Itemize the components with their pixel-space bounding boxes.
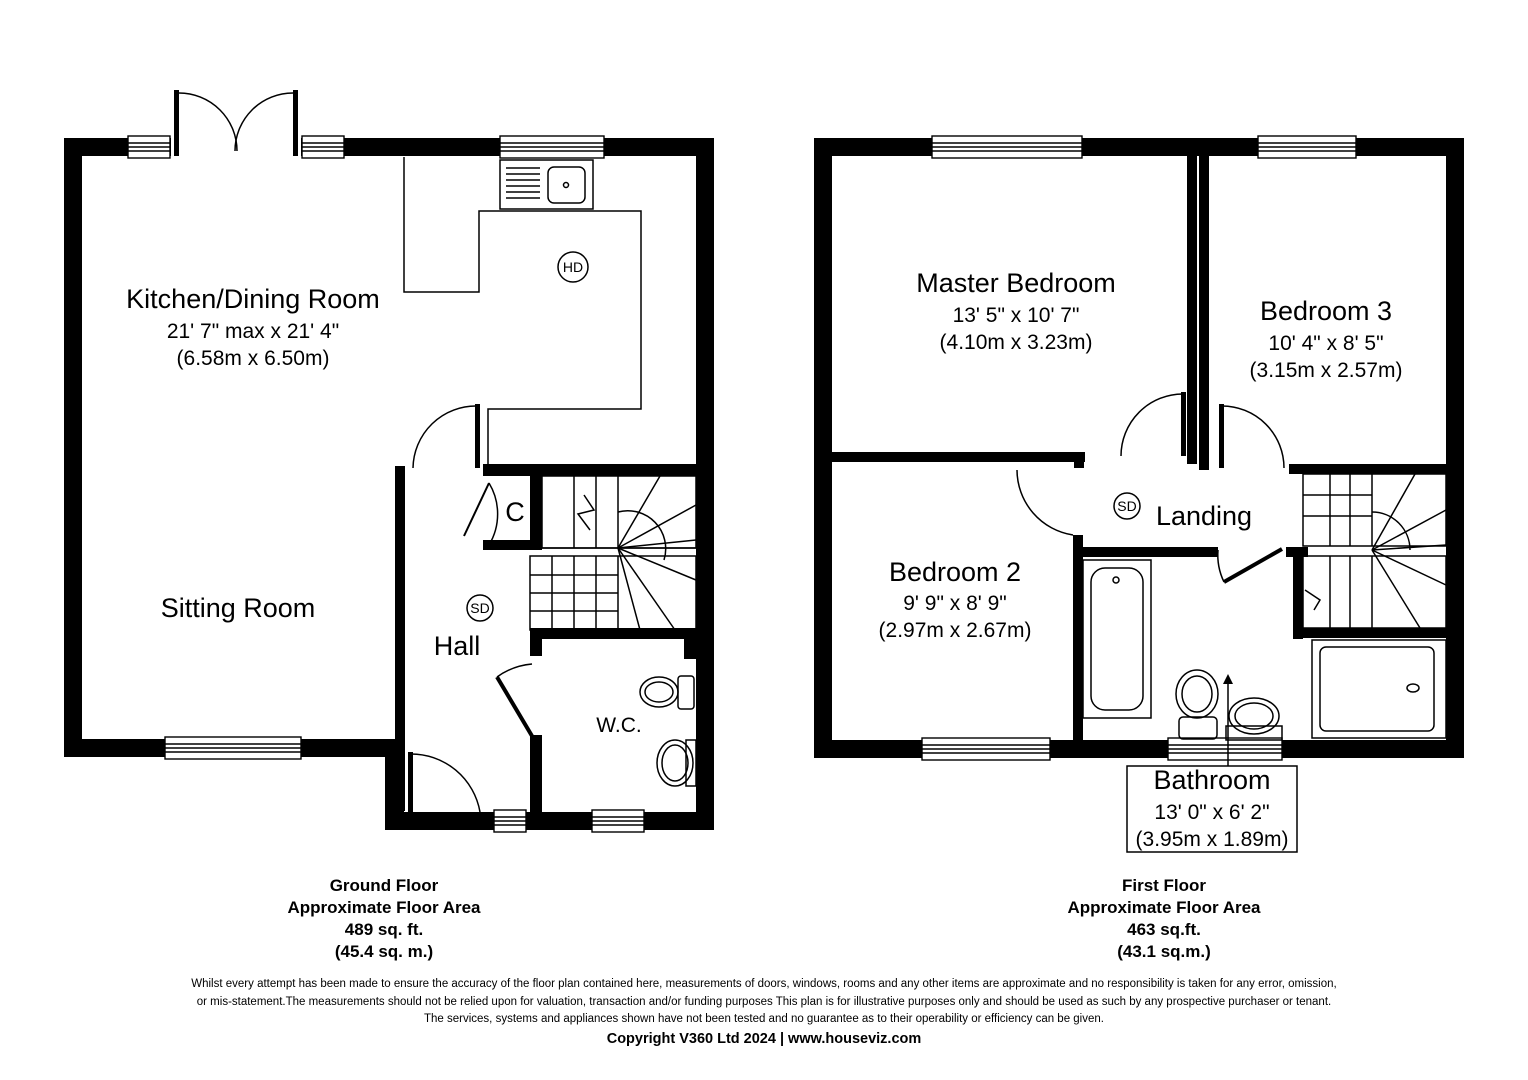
kitchen-dim-metric: (6.58m x 6.50m) xyxy=(176,347,330,370)
bedroom2-door xyxy=(1017,470,1073,535)
heater-label: HD xyxy=(562,259,584,275)
bathroom-name: Bathroom xyxy=(1153,765,1271,795)
sitting-room-name: Sitting Room xyxy=(160,593,316,623)
bedroom2-dim-metric: (2.97m x 2.67m) xyxy=(878,619,1032,642)
toilet-icon xyxy=(1176,670,1218,739)
master-bedroom-dim-metric: (4.10m x 3.23m) xyxy=(939,331,1093,354)
wc-name: W.C. xyxy=(596,714,642,737)
smoke-detector-icon xyxy=(1114,493,1140,519)
first-floor-plan xyxy=(814,136,1464,852)
window xyxy=(302,136,344,158)
smoke-detector-label: SD xyxy=(1117,498,1137,514)
window xyxy=(128,136,170,158)
first-floor-windows xyxy=(922,136,1356,760)
bathroom-dim-metric: (3.95m x 1.89m) xyxy=(1135,828,1289,851)
disclaimer-line-3: The services, systems and appliances shown have not been tested and no guarantee as to their operability or efficiency can be given. xyxy=(424,1013,1104,1025)
front-door xyxy=(408,752,480,812)
ground-floor-area-metric: (45.4 sq. m.) xyxy=(334,942,434,961)
master-bedroom-name: Master Bedroom xyxy=(916,268,1116,298)
wc-door xyxy=(497,664,532,736)
basin-icon xyxy=(657,740,696,786)
ground-floor-title: Ground Floor xyxy=(329,876,439,895)
bedroom3-door xyxy=(1219,404,1284,468)
first-floor-area-metric: (43.1 sq.m.) xyxy=(1117,942,1211,961)
toilet-icon xyxy=(640,676,694,709)
first-floor-subtitle: Approximate Floor Area xyxy=(1067,898,1261,917)
bedroom2-dim-imperial: 9' 9" x 8' 9" xyxy=(903,592,1007,615)
bedroom3-name: Bedroom 3 xyxy=(1259,296,1393,326)
disclaimer-line-1: Whilst every attempt has been made to ensure the accuracy of the floor plan contained here, measurements of doors, windows, rooms and any other items are approximate and no responsibility is taken for any error, omission, xyxy=(191,978,1337,990)
heater-icon xyxy=(558,252,588,282)
first-floor-caption xyxy=(964,875,1364,963)
bedroom2-name: Bedroom 2 xyxy=(888,557,1022,587)
bedroom3-dim-metric: (3.15m x 2.57m) xyxy=(1249,359,1403,382)
window xyxy=(165,737,301,759)
first-floor-title: First Floor xyxy=(1121,876,1207,895)
master-bedroom-door xyxy=(1121,392,1186,456)
disclaimer xyxy=(0,976,1528,1049)
disclaimer-line-2: or mis-statement.The measurements should not be relied upon for valuation, transaction and/or funding purposes This plan is for illustrative purposes only and should be used as such by any prospective purchaser or tenant. xyxy=(196,995,1332,1008)
hall-door-swing xyxy=(413,404,480,468)
shower-tray-icon xyxy=(1312,640,1446,738)
bedroom3-dim-imperial: 10' 4" x 8' 5" xyxy=(1268,332,1384,355)
first-floor-walls xyxy=(814,138,1464,758)
first-floor-area-imperial: 463 sq.ft. xyxy=(1127,920,1201,939)
ground-floor-area-imperial: 489 sq. ft. xyxy=(344,920,424,939)
master-bedroom-dim-imperial: 13' 5" x 10' 7" xyxy=(952,304,1080,327)
ground-floor-windows xyxy=(128,136,644,832)
window xyxy=(500,136,604,158)
copyright-notice: Copyright V360 Ltd 2024 | www.houseviz.com xyxy=(606,1030,922,1047)
bathroom-dim-imperial: 13' 0" x 6' 2" xyxy=(1154,801,1270,824)
first-floor-stairs xyxy=(1303,474,1446,628)
kitchen-worktop xyxy=(404,157,641,466)
window xyxy=(922,738,1050,760)
french-doors xyxy=(171,90,301,157)
ground-floor-plan xyxy=(64,90,714,832)
kitchen-dim-imperial: 21' 7" max x 21' 4" xyxy=(166,320,340,343)
smoke-detector-icon xyxy=(467,595,493,621)
ground-floor-subtitle: Approximate Floor Area xyxy=(287,898,481,917)
sink-icon xyxy=(500,160,593,209)
cupboard-door xyxy=(464,483,498,545)
window xyxy=(592,810,644,832)
kitchen-name: Kitchen/Dining Room xyxy=(126,284,380,314)
window xyxy=(1168,738,1282,760)
bathroom-door xyxy=(1218,549,1282,582)
ground-floor-stairs xyxy=(530,476,696,630)
ground-floor-caption xyxy=(184,875,584,963)
cupboard-name: C xyxy=(505,497,525,527)
smoke-detector-label: SD xyxy=(470,600,490,616)
bathtub-icon xyxy=(1083,560,1151,718)
basin-icon xyxy=(1226,698,1282,740)
hall-name: Hall xyxy=(433,631,481,661)
window xyxy=(932,136,1082,158)
landing-name: Landing xyxy=(1155,501,1253,531)
window xyxy=(494,810,526,832)
window xyxy=(1258,136,1356,158)
bathroom-label-box xyxy=(1127,765,1297,852)
